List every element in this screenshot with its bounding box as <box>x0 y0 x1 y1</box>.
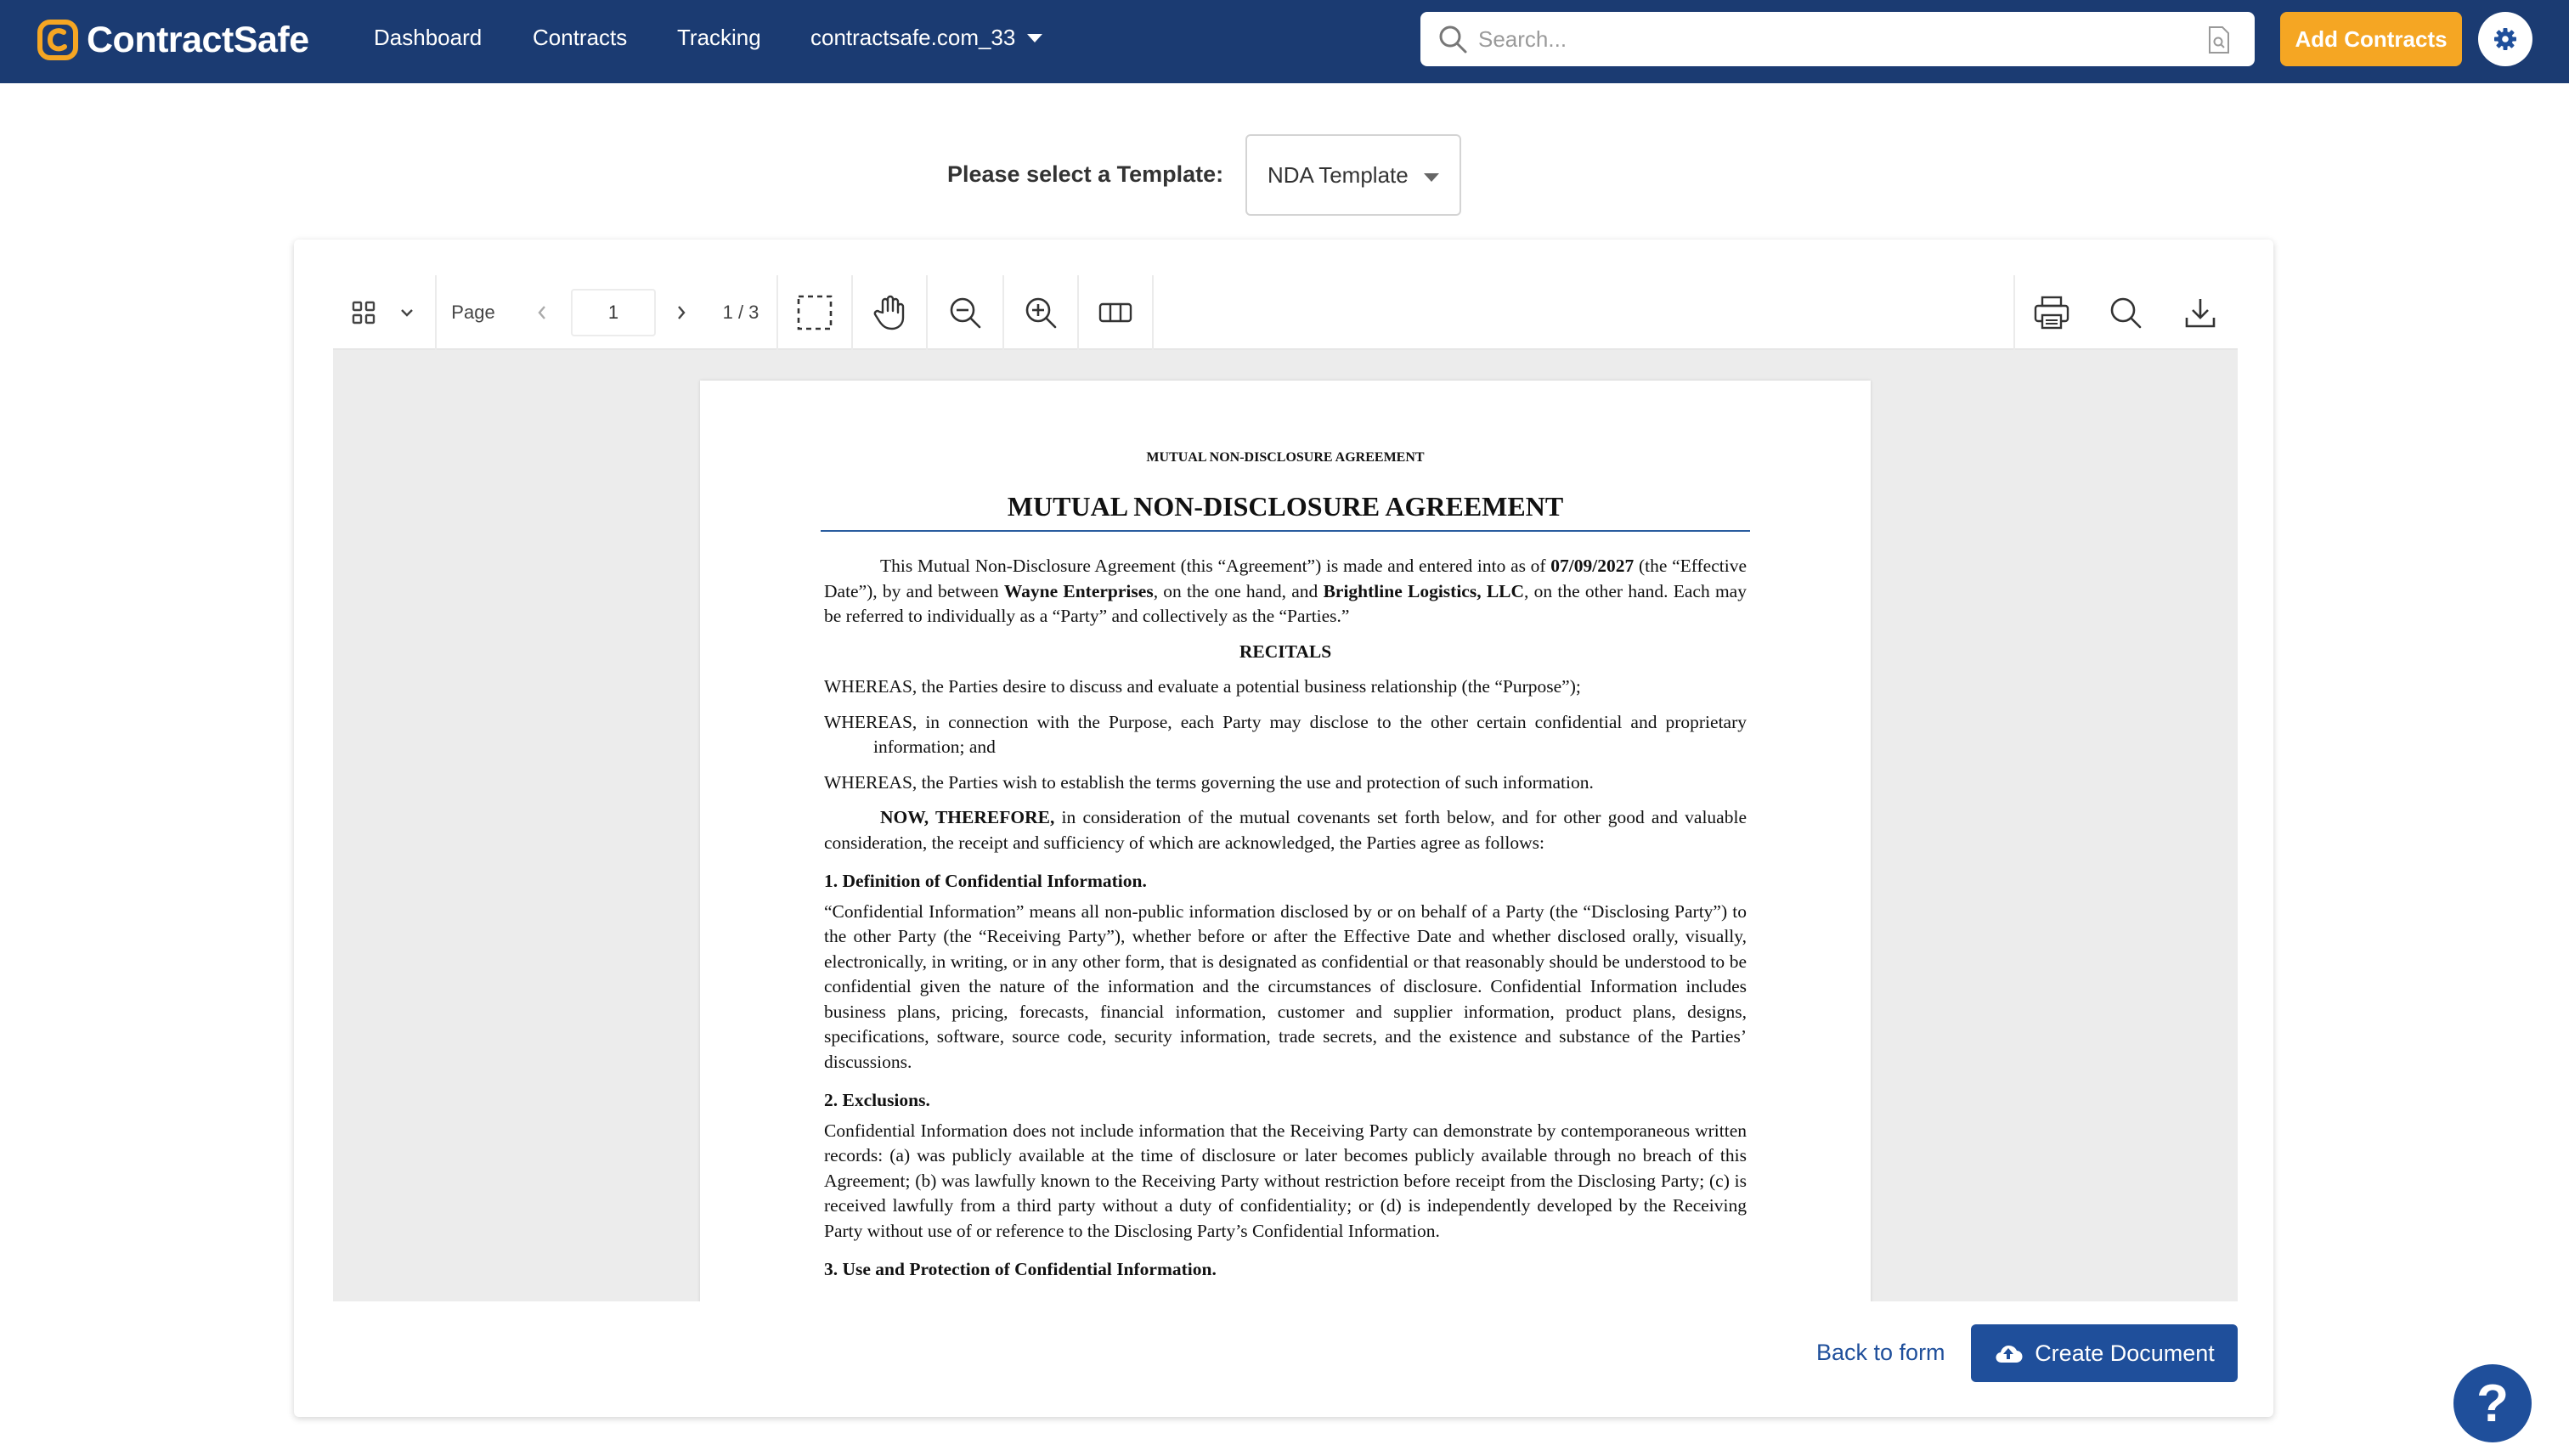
chevron-down-icon <box>399 308 415 318</box>
download-icon <box>2183 296 2217 330</box>
search-input[interactable] <box>1478 12 2158 66</box>
effective-date: 07/09/2027 <box>1550 556 1635 576</box>
search-bar <box>1420 12 2255 66</box>
therefore-paragraph: NOW, THEREFORE, in consideration of the mutual covenants set forth below, and for other good and valuable consideration, the receipt and sufficiency of which are acknowledged, the Parties agree as follows: <box>824 807 1747 853</box>
intro-paragraph: This Mutual Non-Disclosure Agreement (this “Agreement”) is made and entered into as of 07/09/2027 (the “Effective Date”), by and between Wayne Enterprises, on the one hand, and Brightline Logistics, LLC, on the other hand. Each may be referred to individually as a “Party” and collectively as the “Parties.” <box>824 556 1747 626</box>
caret-down-icon <box>1424 173 1439 182</box>
pdf-page <box>700 381 1871 1301</box>
section-body: “Confidential Information” means all non-public information disclosed by or on behalf of a Party (the “Disclosing Party”) to the other Party (the “Receiving Party”), whether before or after the Effective Date and whether disclosed orally, visually, electronically, in writing, or in any other form, that is designated as confidential or that reasonably should be understood to be confidential given the nature of the information and the circumstances of disclosure. Confidential Information includes business plans, pricing, forecasts, financial information, customer and supplier information, product plans, designs, specifications, software, source code, security information, trade secrets, and the existence and substance of the Parties’ discussions. <box>824 900 1747 1072</box>
back-to-form-link[interactable]: Back to form <box>1816 1340 1945 1365</box>
marquee-select-icon <box>796 294 833 331</box>
brand-name: ContractSafe <box>87 19 309 60</box>
zoom-out-button[interactable] <box>928 275 1004 350</box>
add-contracts-button[interactable]: Add Contracts <box>2280 12 2462 66</box>
gear-icon <box>2493 26 2518 52</box>
view-menu-dropdown[interactable] <box>379 275 437 350</box>
top-navbar <box>0 0 2569 83</box>
nav-dashboard[interactable]: Dashboard <box>374 25 483 50</box>
section-heading: 3. Use and Protection of Confidential Information. <box>824 1259 1217 1279</box>
template-selected-value: NDA Template <box>1268 161 1409 188</box>
title-divider <box>821 530 1750 532</box>
account-dropdown[interactable] <box>810 25 1042 51</box>
print-icon <box>2033 295 2070 330</box>
caret-down-icon <box>1027 34 1042 42</box>
account-name: contractsafe.com_33 <box>810 25 1016 50</box>
print-button[interactable] <box>2013 275 2088 350</box>
page-count: 1 / 3 <box>722 302 759 323</box>
pdf-toolbar <box>333 275 2238 350</box>
pan-tool-button[interactable] <box>853 275 928 350</box>
help-button[interactable] <box>2453 1364 2532 1442</box>
question-mark-icon: ? <box>2476 1374 2509 1433</box>
page-layout-button[interactable] <box>1079 275 1154 350</box>
document-running-header: MUTUAL NON-DISCLOSURE AGREEMENT <box>1146 450 1425 465</box>
page-number-input[interactable] <box>571 289 656 336</box>
section-heading: 1. Definition of Confidential Information. <box>824 871 1147 891</box>
nav-tracking[interactable]: Tracking <box>677 25 761 50</box>
grid-view-button[interactable] <box>348 275 379 350</box>
recitals-heading: RECITALS <box>1239 641 1332 662</box>
create-document-button[interactable] <box>1971 1324 2238 1382</box>
section-heading: 2. Exclusions. <box>824 1090 930 1110</box>
chevron-right-icon <box>675 303 687 322</box>
page-label: Page <box>451 302 495 323</box>
party-one: Wayne Enterprises <box>1003 580 1154 601</box>
cloud-upload-icon <box>1994 1342 2023 1364</box>
previous-page-button[interactable] <box>518 275 566 350</box>
columns-icon <box>1098 300 1133 325</box>
pan-hand-icon <box>872 294 906 331</box>
chevron-left-icon <box>536 303 548 322</box>
recital-item: WHEREAS, in connection with the Purpose, each Party may disclose to the other certain confidential and proprietary information; and <box>824 711 1747 757</box>
recital-item: WHEREAS, the Parties desire to discuss and evaluate a potential business relationship (the “Purpose”); <box>824 676 1581 697</box>
create-document-label: Create Document <box>2035 1340 2215 1366</box>
page-count-cell <box>705 275 778 350</box>
marquee-select-button[interactable] <box>778 275 853 350</box>
page-label-cell <box>437 275 510 350</box>
pdf-viewer[interactable] <box>333 350 2238 1301</box>
document-body <box>824 554 1747 1288</box>
nav-contracts[interactable]: Contracts <box>533 25 628 50</box>
document-search-icon[interactable] <box>2207 25 2231 54</box>
zoom-in-icon <box>1024 296 1058 330</box>
download-button[interactable] <box>2163 275 2238 350</box>
party-two: Brightline Logistics, LLC <box>1323 580 1525 601</box>
next-page-button[interactable] <box>658 275 705 350</box>
recital-item: WHEREAS, the Parties wish to establish the terms governing the use and protection of such information. <box>824 771 1594 793</box>
zoom-in-button[interactable] <box>1004 275 1079 350</box>
template-label: Please select a Template: <box>947 161 1224 187</box>
grid-view-icon <box>351 300 376 325</box>
section-body: Confidential Information does not include information that the Receiving Party can demonstrate by contemporaneous written records: (a) was publicly available at the time of disclosure or later becomes publicly available through no breach of this Agreement; (b) was lawfully known to the Receiving Party without restriction before receipt from the Disclosing Party; (c) is received lawfully from a third party without a duty of confidentiality; or (d) is independently developed by the Receiving Party without use of or reference to the Disclosing Party’s Confidential Information. <box>824 1120 1747 1241</box>
document-search-button[interactable] <box>2088 275 2163 350</box>
contractsafe-logo-icon <box>36 18 80 62</box>
document-title: MUTUAL NON-DISCLOSURE AGREEMENT <box>1007 491 1564 522</box>
settings-button[interactable] <box>2478 12 2532 66</box>
zoom-out-icon <box>948 296 982 330</box>
brand-logo[interactable] <box>36 17 309 63</box>
search-icon <box>2109 296 2143 330</box>
search-icon <box>1437 24 1468 54</box>
template-select[interactable] <box>1245 134 1461 216</box>
